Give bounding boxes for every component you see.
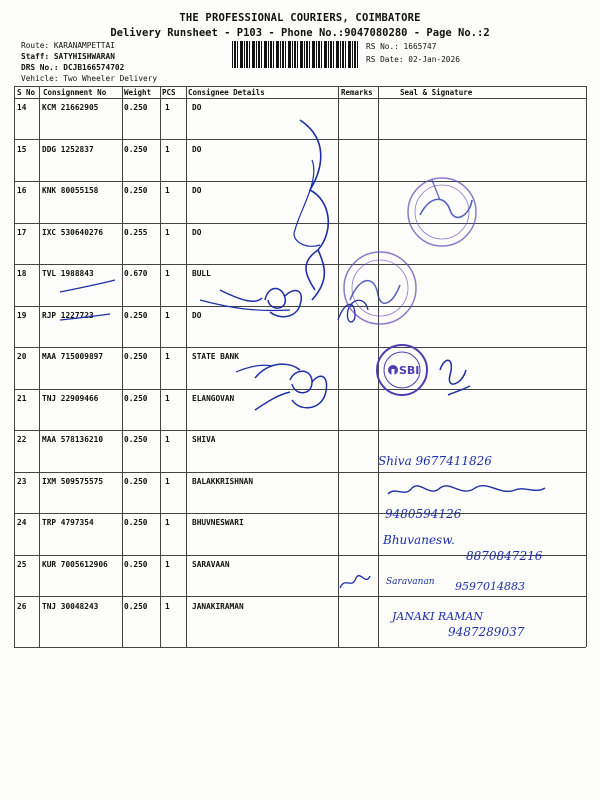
rs-date: RS Date: 02-Jan-2026 [366,55,460,64]
row-consignee: ELANGOVAN [192,394,235,403]
signature-mark [220,288,301,316]
row-sno: 16 [17,186,27,195]
row-pcs: 1 [165,435,170,444]
row-consignment: KUR 7005612906 [42,560,108,569]
row-weight: 0.250 [124,394,148,403]
row-pcs: 1 [165,145,170,154]
col-header-seal: Seal & Signature [400,88,473,97]
signature-mark [236,365,272,372]
pen-scribble [300,120,328,300]
row-divider [14,430,586,431]
pen-scribble [294,160,320,246]
row-sno: 21 [17,394,27,403]
row-weight: 0.250 [124,352,148,361]
row-sno: 22 [17,435,27,444]
row-weight: 0.250 [124,103,148,112]
row-pcs: 1 [165,560,170,569]
row-consignee: DO [192,228,202,237]
handwritten-bala-phone: 9480594126 [385,507,462,521]
row-sno: 17 [17,228,27,237]
handwritten-sara-phone: 9597014883 [455,580,525,593]
row-sno: 18 [17,269,27,278]
vehicle-label: Vehicle: Two Wheeler Delivery [21,74,158,83]
rubber-stamp [408,178,476,246]
row-consignee: JANAKIRAMAN [192,602,244,611]
company-title: THE PROFESSIONAL COURIERS, COIMBATORE [179,12,421,24]
row-weight: 0.250 [124,186,148,195]
rs-number: RS No.: 1665747 [366,42,437,51]
row-weight: 0.255 [124,228,148,237]
row-consignee: SARAVAAN [192,560,230,569]
row-consignment: TRP 4797354 [42,518,94,527]
col-divider [122,86,123,647]
table-bottom-border [14,647,586,648]
row-consignee: DO [192,186,202,195]
col-header-weight: Weight [124,88,152,97]
col-divider [160,86,161,647]
row-consignee: BULL [192,269,211,278]
row-consignment: DDG 1252837 [42,145,94,154]
row-consignment: MAA 715009897 [42,352,104,361]
row-sno: 15 [17,145,27,154]
row-weight: 0.250 [124,518,148,527]
row-consignee: BHUVNESWARI [192,518,244,527]
rubber-stamp [344,252,416,324]
col-divider [186,86,187,647]
row-sno: 14 [17,103,27,112]
row-divider [14,181,586,182]
row-sno: 20 [17,352,27,361]
row-weight: 0.670 [124,269,148,278]
handwritten-bhuvan-phone: 8870847216 [466,549,543,563]
row-sno: 23 [17,477,27,486]
runsheet-subtitle: Delivery Runsheet - P103 - Phone No.:9047080280 - Page No.:2 [110,27,490,39]
sbi-stamp [377,345,427,395]
signature-mark [338,300,368,322]
barcode [232,41,360,68]
row-pcs: 1 [165,311,170,320]
col-header-remarks: Remarks [341,88,373,97]
row-pcs: 1 [165,602,170,611]
row-weight: 0.250 [124,311,148,320]
row-divider [14,596,586,597]
header-divider [14,98,586,99]
row-pcs: 1 [165,394,170,403]
route-label: Route: KARANAMPETTAI [21,41,115,50]
row-divider [14,306,586,307]
row-sno: 24 [17,518,27,527]
row-weight: 0.250 [124,435,148,444]
row-consignee: STATE BANK [192,352,239,361]
signature-mark [255,364,327,410]
row-consignee: SHIVA [192,435,216,444]
row-consignee: BALAKKRISHNAN [192,477,254,486]
col-divider [586,86,587,647]
row-pcs: 1 [165,477,170,486]
row-pcs: 1 [165,518,170,527]
col-header-pcs: PCS [162,88,176,97]
row-consignment: TNJ 30048243 [42,602,99,611]
row-weight: 0.250 [124,145,148,154]
drs-number: DRS No.: DCJB166574702 [21,63,125,72]
col-header-consignment: Consignment No [43,88,107,97]
row-divider [14,223,586,224]
row-pcs: 1 [165,103,170,112]
col-divider [378,86,379,647]
row-consignment: IXC 530640276 [42,228,104,237]
sbi-stamp-label: SBI [399,364,420,377]
row-consignee: DO [192,103,202,112]
col-header-consignee: Consignee Details [188,88,265,97]
row-consignment: RJP 1227723 [42,311,94,320]
row-consignment: KNK 80055158 [42,186,99,195]
row-divider [14,139,586,140]
handwritten-bhuvan: Bhuvanesw. [383,533,455,547]
col-divider [14,86,15,647]
row-divider [14,264,586,265]
row-divider [14,347,586,348]
handwritten-shiva: Shiva 9677411826 [378,454,492,468]
row-pcs: 1 [165,352,170,361]
row-divider [14,389,586,390]
row-consignment: KCM 21662905 [42,103,99,112]
signature-mark [388,486,545,494]
row-divider [14,555,586,556]
row-consignment: TNJ 22909466 [42,394,99,403]
row-consignment: TVL 1988843 [42,269,94,278]
col-divider [39,86,40,647]
row-pcs: 1 [165,269,170,278]
handwritten-janaki-phone: 9487289037 [448,625,525,639]
row-consignment: IXM 509575575 [42,477,104,486]
row-divider [14,472,586,473]
row-sno: 19 [17,311,27,320]
row-pcs: 1 [165,228,170,237]
col-divider [338,86,339,647]
staff-label: Staff: SATYHISHWARAN [21,52,115,61]
col-header-sno: S No [17,88,36,97]
signature-mark [340,576,370,588]
row-consignee: DO [192,145,202,154]
row-sno: 25 [17,560,27,569]
row-divider [14,513,586,514]
row-pcs: 1 [165,186,170,195]
handwritten-janaki: JANAKI RAMAN [392,610,484,623]
row-consignee: DO [192,311,202,320]
row-weight: 0.250 [124,602,148,611]
row-consignment: MAA 578136210 [42,435,104,444]
row-weight: 0.250 [124,560,148,569]
row-sno: 26 [17,602,27,611]
pen-stroke [60,280,115,292]
table-top-border [14,86,586,87]
row-weight: 0.250 [124,477,148,486]
handwritten-saravanan: Saravanan [386,577,435,587]
